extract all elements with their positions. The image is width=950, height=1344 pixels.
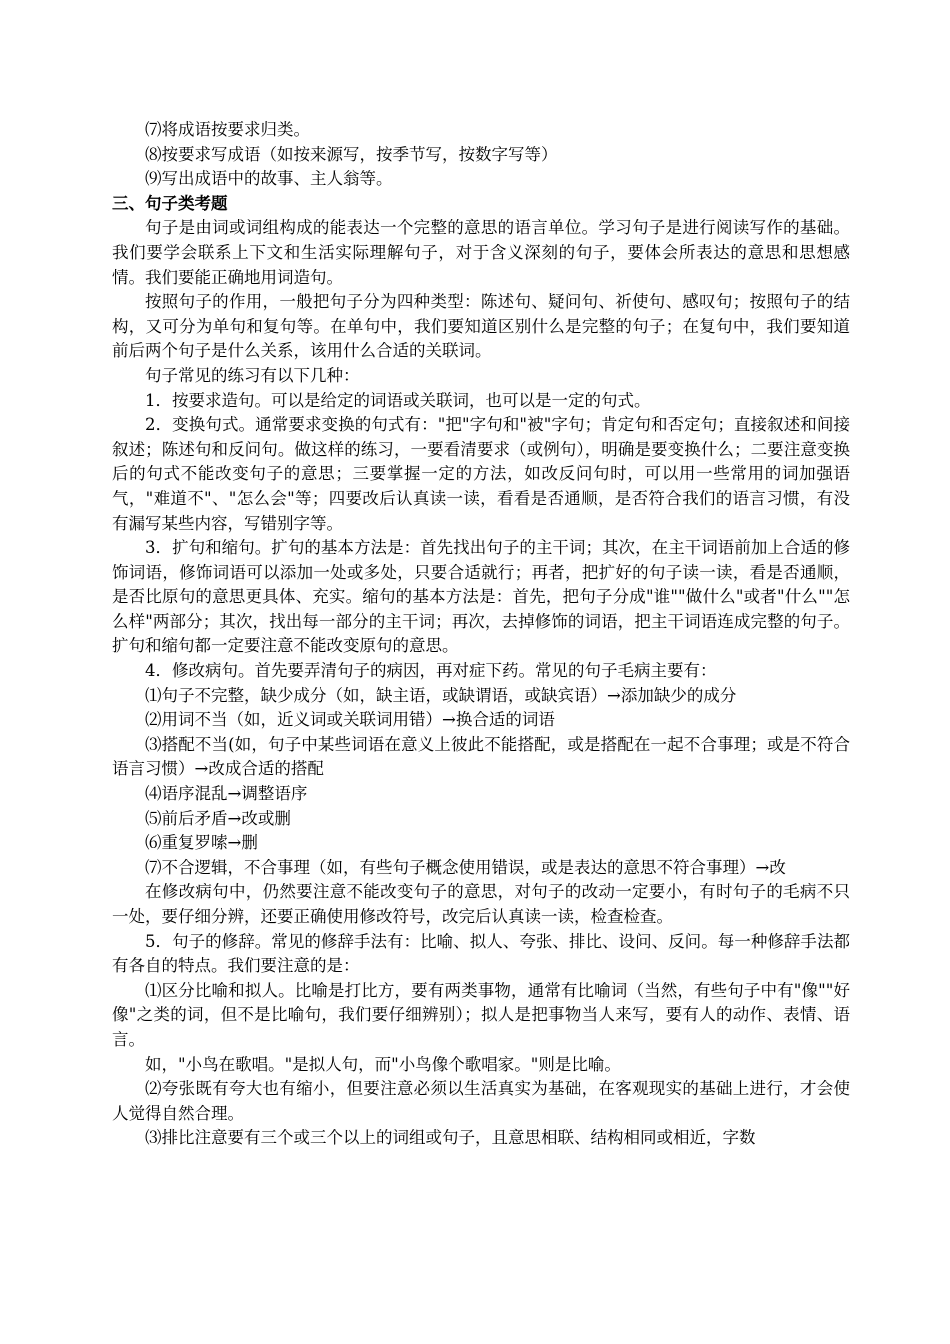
paragraph: 在修改病句中，仍然要注意不能改变句子的意思，对句子的改动一定要小，有时句子的毛病不只一处，要仔细分辨，还要正确使用修改符号，改完后认真读一读，检查检查。 bbox=[112, 882, 850, 926]
paragraph: 句子是由词或词组构成的能表达一个完整的意思的语言单位。学习句子是进行阅读写作的基础。我们要学会联系上下文和生活实际理解句子，对于含义深刻的句子，要体会所表达的意思和思想感情。我们要能正确地用词造句。 bbox=[112, 218, 850, 287]
list-item: ⑺不合逻辑，不合事理（如，有些句子概念使用错误，或是表达的意思不符合事理）→改 bbox=[145, 857, 786, 877]
list-item: ⑵夸张既有夸大也有缩小，但要注意必须以生活真实为基础，在客观现实的基础上进行，才会使人觉得自然合理。 bbox=[112, 1079, 850, 1123]
list-item: ⑴句子不完整，缺少成分（如，缺主语，或缺谓语，或缺宾语）→添加缺少的成分 bbox=[145, 685, 737, 705]
paragraph: 如，"小鸟在歌唱。"是拟人句，而"小鸟像个歌唱家。"则是比喻。 bbox=[145, 1054, 621, 1074]
section-title: 三、句子类考题 bbox=[112, 193, 228, 213]
paragraph: 1．按要求造句。可以是给定的词语或关联词，也可以是一定的句式。 bbox=[145, 390, 651, 410]
paragraph: 5．句子的修辞。常见的修辞手法有：比喻、拟人、夸张、排比、设问、反问。每一种修辞手法都有各自的特点。我们要注意的是： bbox=[112, 931, 850, 976]
paragraph: 句子常见的练习有以下几种： bbox=[145, 365, 360, 385]
list-item: ⑸前后矛盾→改或删 bbox=[145, 808, 291, 828]
list-item: ⑵用词不当（如，近义词或关联词用错）→换合适的词语 bbox=[145, 710, 555, 730]
list-item: ⑴区分比喻和拟人。比喻是打比方，要有两类事物，通常有比喻词（当然，有些句子中有"像""好像"之类的词，但不是比喻句，我们要仔细辨别）；拟人是把事物当人来写，要有人的动作、表情、语言。 bbox=[112, 980, 850, 1049]
paragraph: 3．扩句和缩句。扩句的基本方法是：首先找出句子的主干词；其次，在主干词语前加上合适的修饰词语，修饰词语可以添加一处或多处，只要合适就行；再者，把扩好的句子读一读，看是否通顺，是否比原句的意思更具体、充实。缩句的基本方法是：首先，把句子分成"谁""做什么"或者"什么""怎么样"两部分；其次，找出每一部分的主干词；再次，去掉修饰的词语，把主干词语连成完整的句子。扩句和缩句都一定要注意不能改变原句的意思。 bbox=[112, 538, 850, 656]
list-item: ⑷语序混乱→调整语序 bbox=[145, 784, 308, 804]
paragraph: 2．变换句式。通常要求变换的句式有："把"字句和"被"字句；肯定句和否定句；直接叙述和间接叙述；陈述句和反问句。做这样的练习，一要看清要求（或例句），明确是要变换什么；二要注意变换后的句式不能改变句子的意思；三要掌握一定的方法，如改反问句时，可以用一些常用的词加强语气，"难道不"、"怎么会"等；四要改后认真读一读，看看是否通顺，是否符合我们的语言习惯，有没有漏写某些内容，写错别字等。 bbox=[112, 415, 850, 533]
list-item: ⑶排比注意要有三个或三个以上的词组或句子，且意思相联、结构相同或相近，字数 bbox=[145, 1128, 756, 1148]
list-item: ⑺将成语按要求归类。 bbox=[145, 120, 310, 139]
document-page bbox=[112, 118, 850, 1151]
list-item: ⑼写出成语中的故事、主人翁等。 bbox=[145, 169, 393, 189]
list-item: ⑶搭配不当(如，句子中某些词语在意义上彼此不能搭配，或是搭配在一起不合事理；或是不符合语言习惯）→改成合适的搭配 bbox=[112, 734, 850, 779]
paragraph: 4．修改病句。首先要弄清句子的病因，再对症下药。常见的句子毛病主要有： bbox=[145, 661, 717, 681]
list-item: ⑹重复罗嗦→删 bbox=[145, 833, 258, 853]
list-item: ⑻按要求写成语（如按来源写，按季节写，按数字写等） bbox=[145, 144, 558, 164]
paragraph: 按照句子的作用，一般把句子分为四种类型：陈述句、疑问句、祈使句、感叹句；按照句子的结构，又可分为单句和复句等。在单句中，我们要知道区别什么是完整的句子；在复句中，我们要知道前后两个句子是什么关系，该用什么合适的关联词。 bbox=[112, 292, 850, 361]
